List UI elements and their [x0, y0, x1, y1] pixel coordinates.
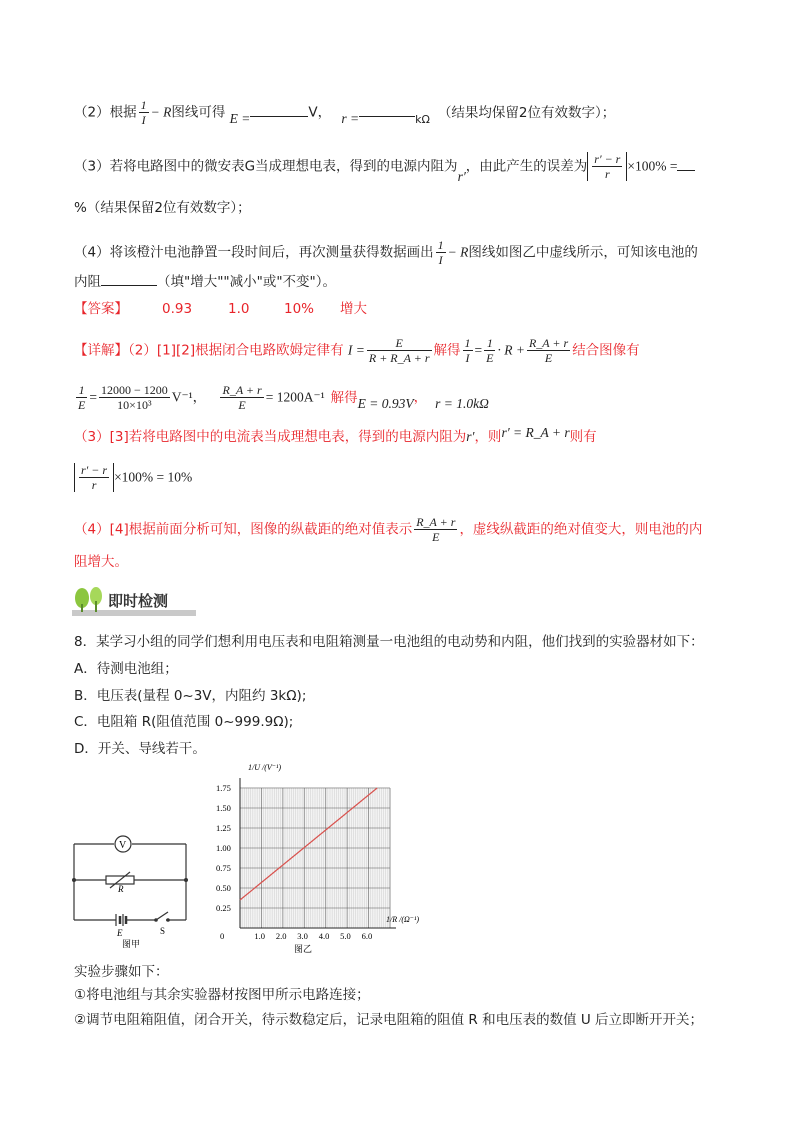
frac-num: R_A + r [416, 515, 456, 529]
x-tick-label: 3.0 [297, 931, 308, 941]
q8-item-a: A．待测电池组； [74, 661, 178, 677]
circuit-caption: 图甲 [122, 939, 141, 949]
frac-num: R_A + r [528, 336, 569, 350]
detail-line4 [74, 463, 192, 492]
r-prime-eq: r′ = R_A + r [501, 425, 570, 440]
q3-text2: ，由此产生的误差为 [465, 158, 588, 175]
frac-den: E [544, 351, 553, 365]
x-axis-label: 1/R /(Ω⁻¹) [386, 915, 420, 924]
result-pct: ×100% = 10% [114, 469, 193, 485]
frac-num: 1 [437, 238, 444, 252]
y-tick-label: 1.50 [216, 803, 231, 813]
steps-title: 实验步骤如下： [74, 964, 169, 980]
frac-num: 12000 − 1200 [100, 383, 168, 397]
chart-yi [212, 760, 420, 954]
q4-neizu: 内阻 [74, 274, 101, 290]
frac-num: 1 [76, 383, 87, 398]
q2-note: （结果均保留2位有效数字）； [437, 104, 616, 121]
answer-tag: 【答案】 [74, 301, 128, 317]
frac-num: 1 [140, 98, 147, 112]
answer-line [74, 299, 367, 319]
eq: = [474, 342, 483, 358]
detail-l3: （3）[3]若将电路图中的电流表当成理想电表，得到的电源内阻为 [74, 429, 467, 445]
detail-line3 [74, 427, 597, 447]
r-label: r = [341, 110, 360, 126]
y-axis-label: 1/U /(V⁻¹) [248, 763, 282, 772]
q2-text: 图线可得 [171, 104, 226, 121]
detail-tag: 【详解】 [74, 342, 128, 359]
voltmeter-label: V [119, 840, 127, 851]
q3-line2: %（结果保留2位有效数字）； [74, 200, 251, 216]
y-tick-label: 0.50 [216, 883, 231, 893]
frac-num: 1 [464, 336, 471, 350]
result-r: r = 1.0kΩ [435, 395, 489, 411]
circuit-diagram [68, 826, 196, 950]
then: ，则 [474, 429, 502, 445]
abs-den: r [91, 478, 97, 492]
frac-den: E [238, 398, 246, 412]
q4-text2: 图线如图乙中虚线所示，可知该电池的 [468, 244, 698, 261]
detail-line2: $\frac{1}{E}$ = $\frac{12000 - 1200}{\text{10×10³}}$ V⁻¹， $\frac{R\_A + r}{E}$ = 1200A⁻¹ 解得E = 0.93V， r = 1.0kΩ [78, 383, 489, 412]
solve2: 解得 [330, 389, 358, 406]
section-banner [72, 586, 196, 618]
eq2: = 1200A⁻¹ [265, 389, 325, 405]
switch-icon [154, 918, 158, 922]
unit-k: kΩ [415, 112, 430, 126]
abs-den: r [604, 167, 610, 181]
detail-line1 [74, 336, 640, 365]
y-tick-label: 0.75 [216, 863, 231, 873]
then-have: 则有 [569, 429, 597, 445]
q3-text: （3）若将电路图中的微安表G当成理想电表，得到的电源内阻为 [74, 158, 458, 175]
y-tick-label: 1.00 [216, 843, 231, 853]
frac-den: E [486, 351, 494, 365]
answer-blank-r[interactable] [359, 116, 415, 117]
frac-den: E [432, 530, 440, 544]
q4-line [74, 238, 698, 267]
unit: V⁻¹， [171, 389, 207, 405]
x-tick-label: 6.0 [361, 931, 373, 941]
q8-stem: 8．某学习小组的同学们想利用电压表和电阻箱测量一电池组的电动势和内阻，他们找到的实验器材如下： [74, 634, 704, 650]
step-1: ①将电池组与其余实验器材按图甲所示电路连接； [74, 987, 370, 1003]
q2-prefix: （2）根据 [74, 104, 137, 121]
resistor-label: R [118, 884, 124, 894]
x-tick-label: 1.0 [254, 931, 266, 941]
frac-num: R_A + r [222, 383, 262, 397]
comma: ， [413, 389, 428, 406]
minus-r: − R [447, 244, 469, 260]
dot-r: · R + [497, 342, 525, 358]
q4-hint: （填"增大""减小"或"不变"）。 [157, 274, 337, 290]
minus-r: − R [150, 104, 172, 120]
frac-den: I [141, 113, 146, 127]
answer-blank-trend[interactable] [101, 285, 157, 286]
abs-num: r′ − r [81, 463, 108, 477]
frac-den: E [78, 398, 86, 412]
y-tick-label: 1.75 [216, 783, 231, 793]
q4-line2 [74, 272, 336, 292]
y-tick-label: 1.25 [216, 823, 231, 833]
abs-expression [74, 463, 114, 492]
q8-item-c: C．电阻箱 R(阻值范围 0~999.9Ω); [74, 714, 294, 730]
answer-3: 10% [284, 301, 315, 317]
q4-text1: （4）将该橙汁电池静置一段时间后，再次测量获得数据画出 [74, 244, 434, 261]
r-prime: r′ [457, 168, 466, 184]
frac-den: R + R_A + r [368, 351, 430, 365]
frac-den: I [465, 351, 470, 365]
x-tick-label: 2.0 [275, 931, 287, 941]
unit-v: V， [308, 104, 332, 121]
detail-l1: （2）[1][2]根据闭合电路欧姆定律有 [128, 342, 344, 359]
answer-2: 1.0 [228, 301, 250, 317]
chart-caption: 图乙 [294, 944, 313, 954]
detail-line6: 阻增大。 [74, 554, 128, 570]
detail-line5 [74, 515, 702, 544]
banner-title: 即时检测 [108, 592, 169, 610]
frac-num: E [367, 336, 432, 351]
result-e: E = 0.93V [357, 395, 414, 411]
abs-expression [587, 152, 627, 181]
answer-blank-e[interactable] [250, 116, 308, 117]
q2-fraction [139, 98, 149, 127]
combine: 结合图像有 [572, 342, 640, 359]
answer-blank-error[interactable] [677, 170, 695, 171]
r-prime: r′ [466, 429, 475, 444]
y-tick-label: 0.25 [216, 903, 231, 913]
q4-fraction [436, 238, 446, 267]
abs-num: r′ − r [594, 152, 621, 166]
e-label: E = [229, 110, 251, 126]
detail-l5b: ，虚线纵截距的绝对值变大，则电池的内 [459, 521, 703, 538]
step-2: ②调节电阻箱阻值，闭合开关，待示数稳定后，记录电阻箱的阻值 R 和电压表的数值 U 后立即断开开关； [74, 1012, 704, 1028]
frac-den: 10×10³ [117, 398, 152, 412]
x-tick-label: 4.0 [318, 931, 330, 941]
frac-den: I [438, 253, 443, 267]
q3-line [74, 152, 695, 184]
frac-num: 1 [484, 336, 495, 351]
battery-label: E [117, 928, 123, 938]
pct: ×100% = [627, 158, 678, 174]
switch-label: S [160, 926, 166, 936]
answer-4: 增大 [340, 301, 367, 317]
q8-item-b: B．电压表(量程 0~3V，内阻约 3kΩ); [74, 688, 307, 704]
i-eq: I = [347, 342, 365, 358]
origin-label: 0 [220, 931, 225, 941]
q8-item-d: D．开关、导线若干。 [74, 741, 206, 757]
solve: 解得 [433, 342, 461, 359]
detail-l5: （4）[4]根据前面分析可知，图像的纵截距的绝对值表示 [74, 521, 413, 538]
answer-1: 0.93 [162, 301, 193, 317]
q2-line [74, 98, 615, 127]
x-tick-label: 5.0 [340, 931, 351, 941]
